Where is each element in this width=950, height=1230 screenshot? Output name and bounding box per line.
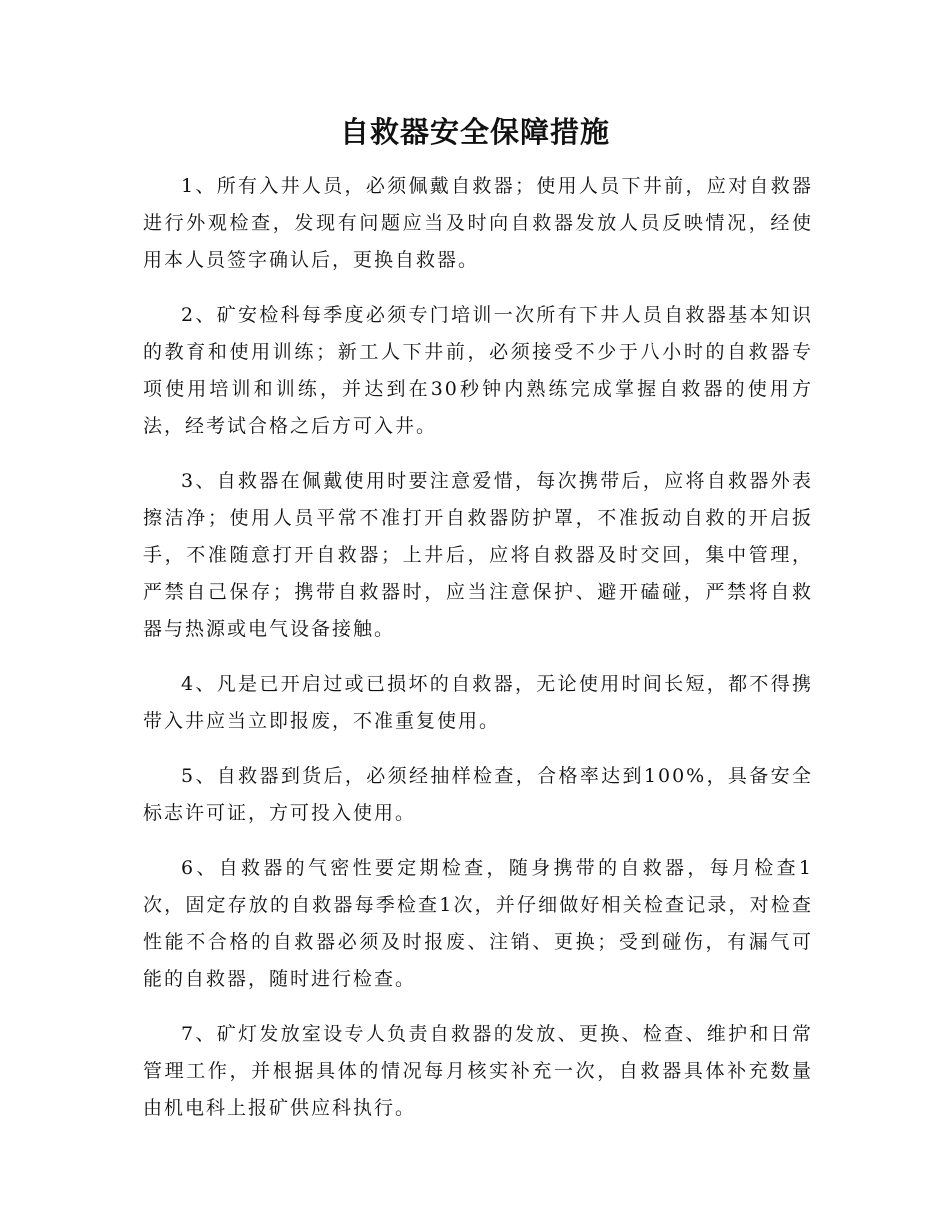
paragraph-5: 5、自救器到货后，必须经抽样检查，合格率达到100%，具备安全标志许可证，方可投入使用。 <box>143 765 813 824</box>
document-body <box>143 168 813 1145</box>
paragraph-3: 3、自救器在佩戴使用时要注意爱惜，每次携带后，应将自救器外表擦洁净；使用人员平常不准打开自救器防护罩，不准扳动自救的开启扳手，不准随意打开自救器；上井后，应将自救器及时交回，集中管理，严禁自己保存；携带自救器时，应当注意保护、避开磕碰，严禁将自救器与热源或电气设备接触。 <box>143 470 813 640</box>
paragraph-4: 4、凡是已开启过或已损坏的自救器，无论使用时间长短，都不得携带入井应当立即报废，不准重复使用。 <box>143 673 813 732</box>
paragraph-7: 7、矿灯发放室设专人负责自救器的发放、更换、检查、维护和日常管理工作，并根据具体的情况每月核实补充一次，自救器具体补充数量由机电科上报矿供应科执行。 <box>143 1023 813 1119</box>
document-title: 自救器安全保障措施 <box>339 115 610 149</box>
paragraph-6: 6、自救器的气密性要定期检查，随身携带的自救器，每月检查1次，固定存放的自救器每季检查1次，并仔细做好相关检查记录，对检查性能不合格的自救器必须及时报废、注销、更换；受到碰伤，有漏气可能的自救器，随时进行检查。 <box>143 857 813 990</box>
paragraph-1: 1、所有入井人员，必须佩戴自救器；使用人员下井前，应对自救器进行外观检查，发现有问题应当及时向自救器发放人员反映情况，经使用本人员签字确认后，更换自救器。 <box>143 175 813 271</box>
paragraph-2: 2、矿安检科每季度必须专门培训一次所有下井人员自救器基本知识的教育和使用训练；新工人下井前，必须接受不少于八小时的自救器专项使用培训和训练，并达到在30秒钟内熟练完成掌握自救器的使用方法，经考试合格之后方可入井。 <box>143 304 813 437</box>
